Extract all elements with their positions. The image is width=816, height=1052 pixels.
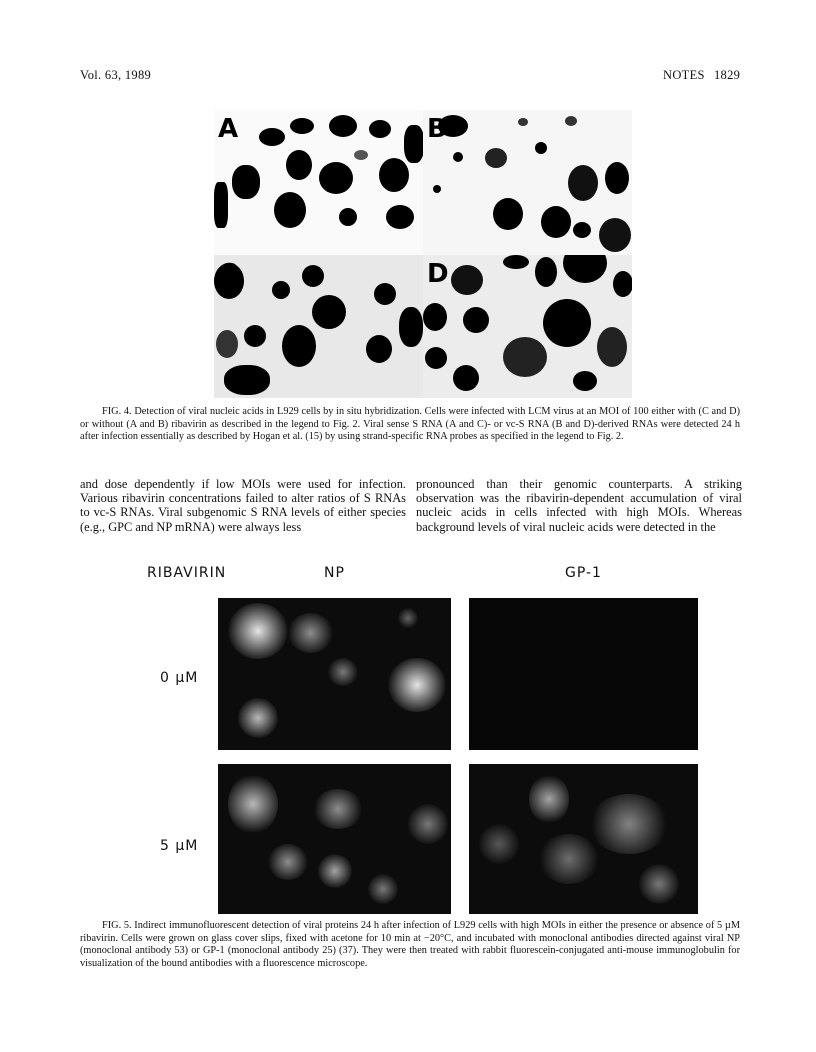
body-column-right: pronounced than their genomic counterparts. A striking observation was the ribavirin-dependent accumulation of viral nucleic acids in cells infected with high MOIs. Whereas background levels of viral nucleic acids were detected in the [416,477,742,534]
gp1-5um-panel [469,764,698,914]
section-title: NOTES [663,68,705,82]
np-5um-panel [218,764,451,914]
figure-4-caption: FIG. 4. Detection of viral nucleic acids in L929 cells by in situ hybridization. Cells were infected with LCM virus at an MOI of 100 either with (C and D) or without (A and B) ribavirin as described in the legend to Fig. 2. Viral sense S RNA (A and C)- or vc-S RNA (B and D)-derived RNAs were detected 24 h after infection essentially as described by Hogan et al. (15) by using strand-specific RNA probes as specified in the legend to Fig. 2. [80,406,740,443]
np-0um-panel [218,598,451,750]
panel-b [423,110,632,255]
panel-b-label: B [427,114,447,144]
panel-c [214,255,423,398]
panel-d-label: D [427,259,449,289]
gp1-column-label: GP-1 [565,565,602,581]
panel-a [214,110,423,255]
journal-volume: Vol. 63, 1989 [80,68,152,82]
panel-a-label: A [218,114,239,144]
page-number: 1829 [714,68,741,82]
gp1-0um-panel [469,598,698,750]
panel-c-label: C [218,259,238,289]
figure-5-caption: FIG. 5. Indirect immunofluorescent detection of viral proteins 24 h after infection of L929 cells with high MOIs in either the presence or absence of 5 µM ribavirin. Cells were grown on glass cover slips, fixed with acetone for 10 min at −20°C, and incubated with monoclonal antibodies directed against viral NP (monoclonal antibody 53) or GP-1 (monoclonal antibody 25) (37). They were then treated with rabbit fluorescein-conjugated anti-mouse immunoglobulin for visualization of the bound antibodies with a fluorescence microscope. [80,920,740,969]
row-label-0um: 0 µM [160,670,199,686]
ribavirin-label: RIBAVIRIN [147,565,227,581]
figure-4-image [214,110,632,398]
row-label-5um: 5 µM [160,838,199,854]
panel-d [423,255,632,398]
np-column-label: NP [324,565,345,581]
body-column-left: and dose dependently if low MOIs were used for infection. Various ribavirin concentrations failed to alter ratios of S RNAs to vc-S RNAs. Viral subgenomic S RNA levels of either species (e.g., GPC and NP mRNA) were always less [80,477,406,534]
